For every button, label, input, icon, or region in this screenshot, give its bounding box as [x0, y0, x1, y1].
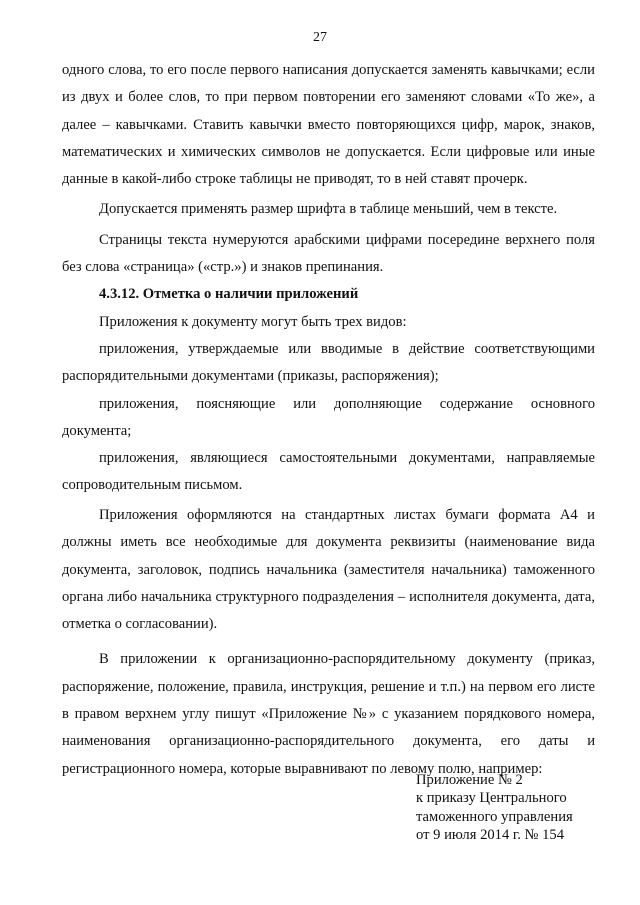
paragraph-page-numbering: Страницы текста нумеруются арабскими цифрами посередине верхнего поля без слова «страница» («стр.») и знаков препинания. [62, 231, 595, 276]
page-number: 27 [313, 30, 327, 45]
body-text-bottom [62, 502, 595, 783]
example-line-appendix-number: Приложение № 2 [416, 772, 523, 788]
paragraph-appendix-type-3: приложения, являющиеся самостоятельными документами, направляемые сопроводительным письмом. [62, 450, 595, 494]
appendix-example-block [416, 771, 573, 844]
paragraph-appendix-type-2: приложения, поясняющие или дополняющие содержание основного документа; [62, 395, 595, 439]
body-text-top [62, 57, 595, 500]
paragraph-appendix-marking: В приложении к организационно-распорядительному документу (приказ, распоряжение, положение, правила, инструкция, решение и т.п.) на первом его листе в правом верхнем углу пишут «Приложение №» с указанием порядкового номера, наименования организационно-распорядительного документа, его даты и регистрационного номера, которые выравнивают по левому полю, например: [62, 651, 595, 777]
example-line-order: к приказу Центрального [416, 790, 567, 807]
paragraph-appendix-type-1: приложения, утверждаемые или вводимые в действие соответствующими распорядительными документами (приказы, распоряжения); [62, 340, 595, 385]
example-line-date-number: от 9 июля 2014 г. № 154 [416, 826, 565, 843]
paragraph-quotes-rule: одного слова, то его после первого написания допускается заменять кавычками; если из двух и более слов, то при первом повторении его заменяют словами «То же», а далее – кавычками. Ставить кавычки вместо повторяющихся цифр, марок, знаков, математических и химических символов не допускается. Если цифровые или иные данные в какой-либо строке таблицы не приводят, то в ней ставят прочерк. [62, 62, 595, 188]
paragraph-table-font-size: Допускается применять размер шрифта в таблице меньший, чем в тексте. [99, 201, 558, 218]
section-heading-appendices: 4.3.12. Отметка о наличии приложений [99, 286, 359, 303]
paragraph-appendix-types-intro: Приложения к документу могут быть трех видов: [99, 313, 407, 330]
example-line-customs-office: таможенного управления [416, 808, 573, 825]
paragraph-appendix-format: Приложения оформляются на стандартных листах бумаги формата А4 и должны иметь все необходимые для документа реквизиты (наименование вида документа, заголовок, подпись начальника (заместителя начальника) таможенного органа либо начальника структурного подразделения – исполнителя документа, дата, отметка о согласовании). [62, 507, 595, 633]
